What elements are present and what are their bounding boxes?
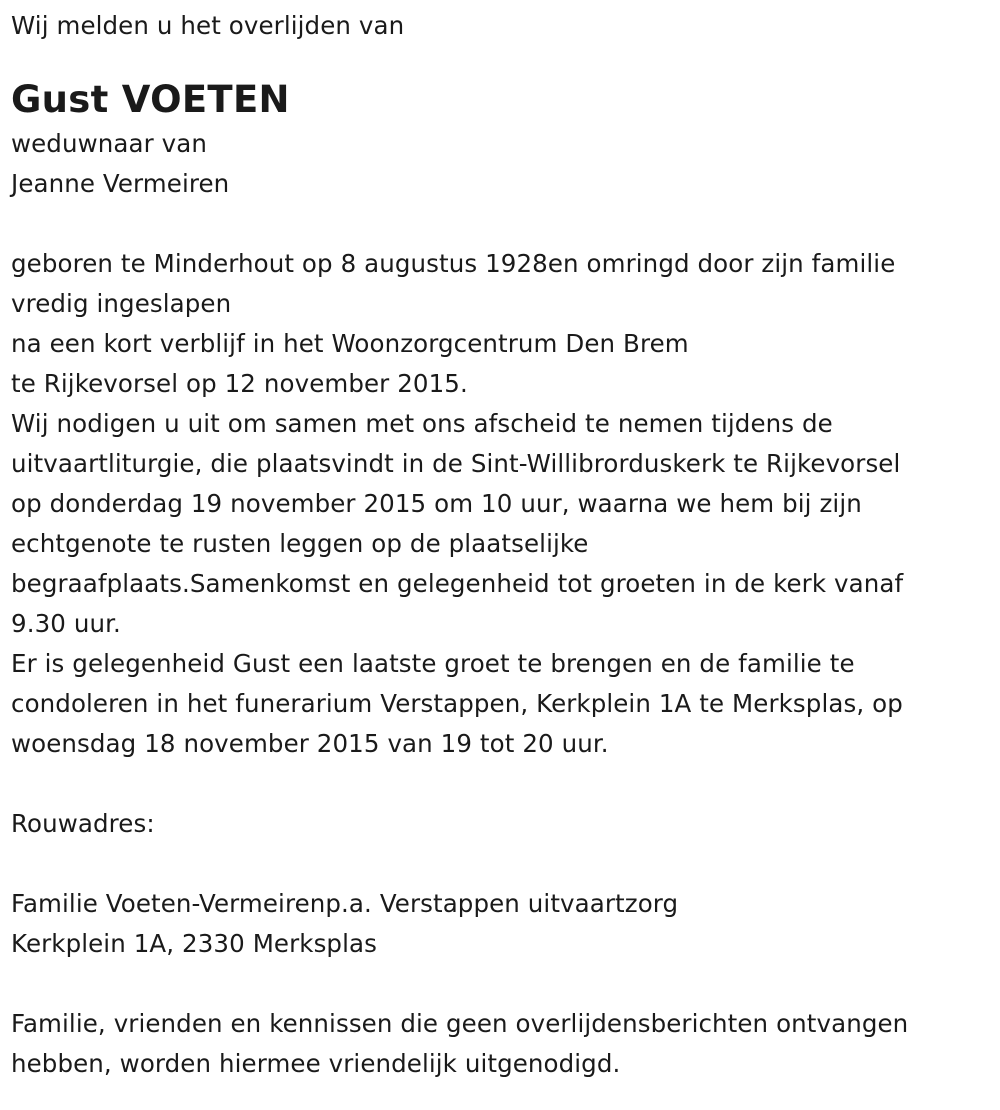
announcement-line: uitvaartliturgie, die plaatsvindt in de Sint-Willibrorduskerk te Rijkevorsel	[11, 449, 901, 478]
address-line-1: Familie Voeten-Vermeirenp.a. Verstappen uitvaartzorg	[11, 889, 679, 918]
deceased-name: Gust VOETEN	[11, 78, 290, 121]
spacer	[11, 844, 1000, 884]
address-line-2: Kerkplein 1A, 2330 Merksplas	[11, 929, 377, 958]
spouse-name: Jeanne Vermeiren	[11, 169, 230, 198]
relation-text: weduwnaar van	[11, 129, 207, 158]
intro-text: Wij melden u het overlijden van	[11, 11, 405, 40]
announcement-line: begraafplaats.Samenkomst en gelegenheid tot groeten in de kerk vanaf	[11, 569, 904, 598]
spacer	[11, 204, 1000, 244]
announcement-line: 9.30 uur.	[11, 609, 121, 638]
spacer	[11, 764, 1000, 804]
closing-line-1: Familie, vrienden en kennissen die geen overlijdensberichten ontvangen	[11, 1009, 909, 1038]
announcement-line: vredig ingeslapen	[11, 289, 232, 318]
announcement-line: geboren te Minderhout op 8 augustus 1928en omringd door zijn familie	[11, 249, 896, 278]
address-label: Rouwadres:	[11, 809, 155, 838]
announcement-line: echtgenote te rusten leggen op de plaatselijke	[11, 529, 589, 558]
closing-line-2: hebben, worden hiermee vriendelijk uitgenodigd.	[11, 1049, 621, 1078]
announcement-body	[11, 244, 1000, 764]
announcement-line: na een kort verblijf in het Woonzorgcentrum Den Brem	[11, 329, 689, 358]
announcement-line: te Rijkevorsel op 12 november 2015.	[11, 369, 468, 398]
announcement-line: op donderdag 19 november 2015 om 10 uur, waarna we hem bij zijn	[11, 489, 862, 518]
announcement-line: Er is gelegenheid Gust een laatste groet te brengen en de familie te	[11, 649, 855, 678]
announcement-line: Wij nodigen u uit om samen met ons afscheid te nemen tijdens de	[11, 409, 833, 438]
spacer	[11, 964, 1000, 1004]
announcement-line: condoleren in het funerarium Verstappen, Kerkplein 1A te Merksplas, op	[11, 689, 903, 718]
announcement-line: woensdag 18 november 2015 van 19 tot 20 uur.	[11, 729, 609, 758]
